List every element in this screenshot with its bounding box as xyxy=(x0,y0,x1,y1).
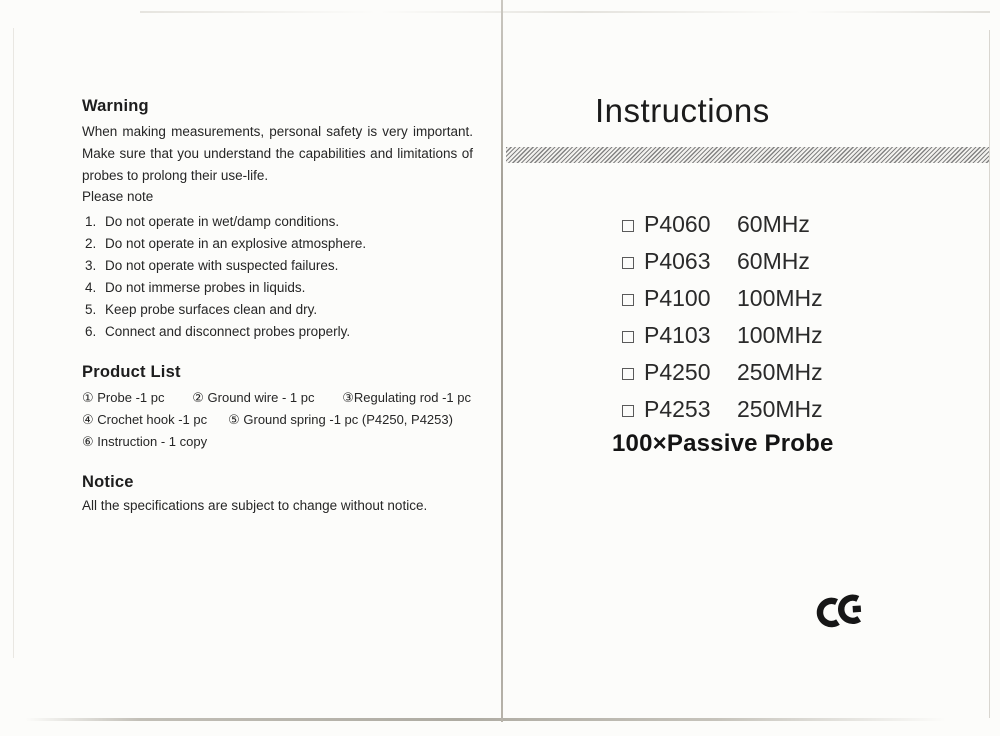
checkbox-icon xyxy=(622,368,634,380)
safety-list-item xyxy=(82,277,477,299)
safety-list-item xyxy=(82,233,477,255)
safety-item-text: Do not immerse probes in liquids. xyxy=(105,280,306,295)
safety-item-number: 6. xyxy=(85,324,97,339)
safety-list-item xyxy=(82,255,477,277)
safety-item-text: Connect and disconnect probes properly. xyxy=(105,324,351,339)
probe-row xyxy=(622,280,823,317)
checkbox-icon xyxy=(622,220,634,232)
probe-model-list xyxy=(622,206,823,428)
notice-text: All the specifications are subject to change without notice. xyxy=(82,498,428,513)
product-list-item: ③Regulating rod -1 pc xyxy=(342,390,471,405)
safety-list-item xyxy=(82,211,477,233)
probe-model-label: P4253 xyxy=(644,396,711,422)
probe-row xyxy=(622,391,823,428)
checkbox-icon xyxy=(622,294,634,306)
warning-heading: Warning xyxy=(82,97,149,115)
safety-list-item xyxy=(82,299,477,321)
probe-row xyxy=(622,354,823,391)
probe-row xyxy=(622,206,823,243)
please-note-label: Please note xyxy=(82,189,154,204)
warning-paragraph: When making measurements, personal safety is very important. Make sure that you understand the capabilities and limitations of probes to prolong their use-life. xyxy=(82,124,473,183)
probe-bandwidth-label: 60MHz xyxy=(737,248,810,274)
probe-row xyxy=(622,317,823,354)
product-list-row xyxy=(82,432,471,454)
checkbox-icon xyxy=(622,331,634,343)
checkbox-icon xyxy=(622,405,634,417)
hatched-divider xyxy=(506,147,989,163)
product-list-item: ④ Crochet hook -1 pc xyxy=(82,412,208,427)
probe-model-label: P4100 xyxy=(644,285,711,311)
safety-list xyxy=(82,211,477,343)
safety-item-text: Do not operate with suspected failures. xyxy=(105,258,339,273)
probe-bandwidth-label: 100MHz xyxy=(737,322,823,348)
checkbox-icon xyxy=(622,257,634,269)
probe-bandwidth-label: 250MHz xyxy=(737,359,823,385)
instructions-title: Instructions xyxy=(595,92,770,129)
product-list-item: ⑥ Instruction - 1 copy xyxy=(82,434,208,449)
passive-probe-label: 100×Passive Probe xyxy=(612,430,834,457)
safety-item-number: 5. xyxy=(85,302,97,317)
safety-list-item xyxy=(82,321,477,343)
notice-heading: Notice xyxy=(82,473,134,491)
probe-model-label: P4060 xyxy=(644,211,711,237)
probe-bandwidth-label: 60MHz xyxy=(737,211,810,237)
product-list-item: ② Ground wire - 1 pc xyxy=(192,390,315,405)
probe-bandwidth-label: 250MHz xyxy=(737,396,823,422)
product-list-item: ① Probe -1 pc xyxy=(82,390,165,405)
right-page xyxy=(500,0,1000,736)
product-list-row xyxy=(82,388,471,410)
safety-item-number: 1. xyxy=(85,214,97,229)
product-list-item: ⑤ Ground spring -1 pc (P4250, P4253) xyxy=(228,412,453,427)
safety-item-text: Do not operate in an explosive atmosphere. xyxy=(105,236,367,251)
probe-model-label: P4103 xyxy=(644,322,711,348)
ce-mark-icon xyxy=(816,589,864,633)
product-list xyxy=(82,388,471,454)
safety-item-number: 3. xyxy=(85,258,97,273)
probe-model-label: P4250 xyxy=(644,359,711,385)
probe-model-label: P4063 xyxy=(644,248,711,274)
product-list-heading: Product List xyxy=(82,363,181,381)
product-list-row xyxy=(82,410,471,432)
safety-item-text: Keep probe surfaces clean and dry. xyxy=(105,302,318,317)
safety-item-number: 4. xyxy=(85,280,97,295)
probe-row xyxy=(622,243,823,280)
safety-item-number: 2. xyxy=(85,236,97,251)
safety-item-text: Do not operate in wet/damp conditions. xyxy=(105,214,340,229)
probe-bandwidth-label: 100MHz xyxy=(737,285,823,311)
